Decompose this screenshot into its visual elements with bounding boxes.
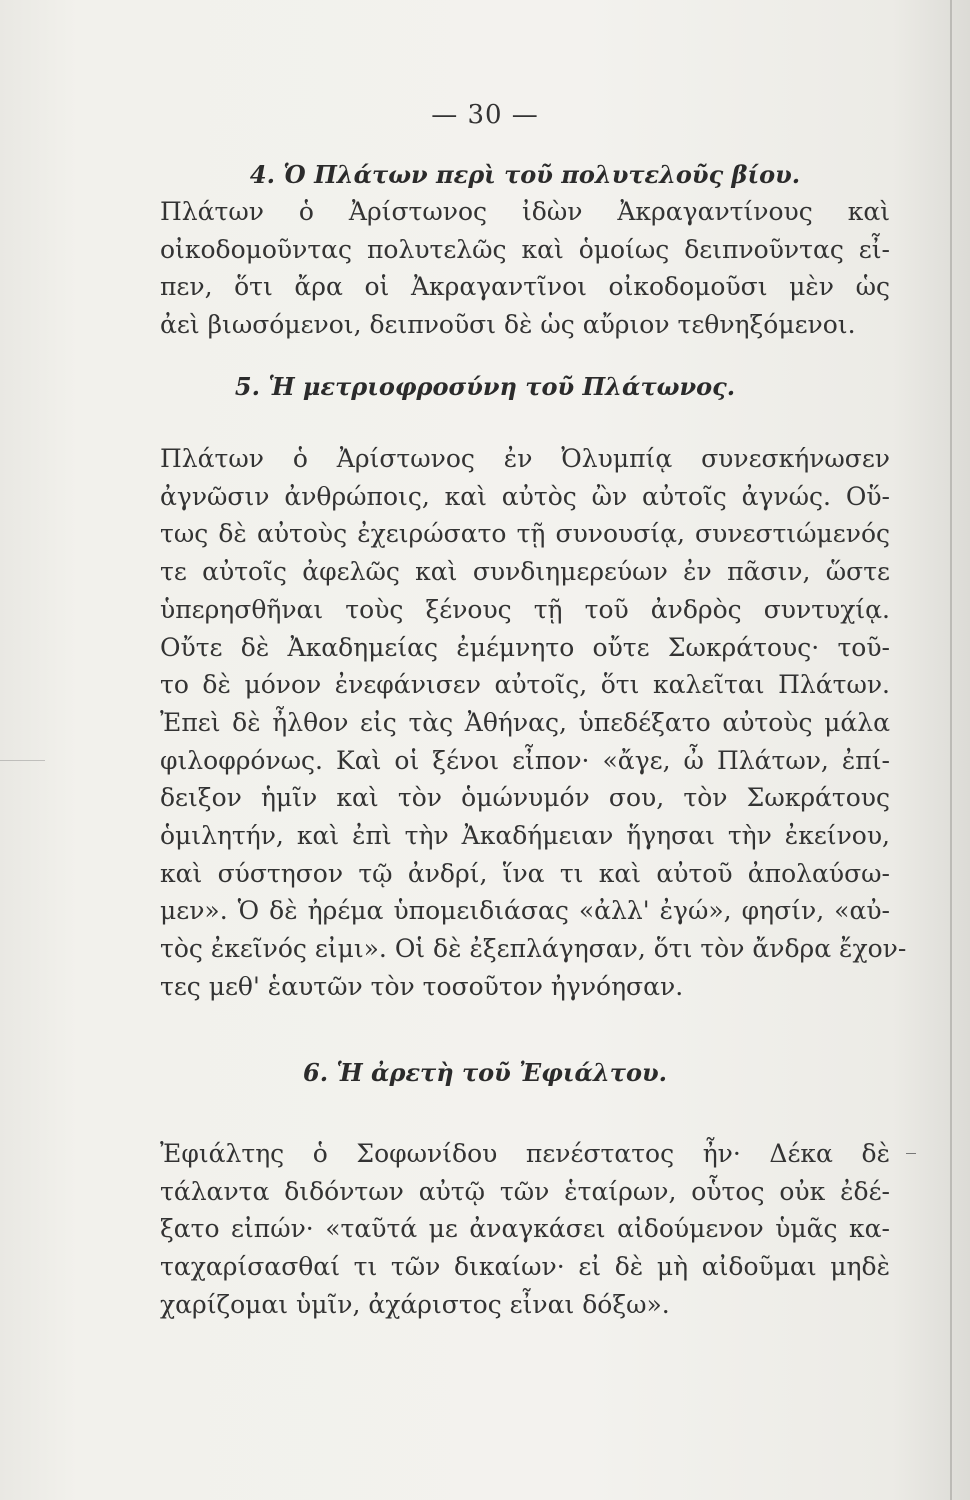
margin-mark: [906, 1153, 916, 1154]
text-line: ὁμιλητήν, καὶ ἐπὶ τὴν Ἀκαδήμειαν ἥγησαι τὴν ἐκείνου,: [160, 821, 890, 851]
section-4-heading: 4. Ὁ Πλάτων περὶ τοῦ πολυτελοῦς βίου.: [249, 160, 801, 189]
text-line: Οὔτε δὲ Ἀκαδημείας ἐμέμνητο οὔτε Σωκράτους· τοῦ-: [160, 632, 890, 662]
text-line: πεν, ὅτι ἄρα οἱ Ἀκραγαντῖνοι οἰκοδομοῦσι μὲν ὡς: [160, 272, 890, 302]
text-line: οἰκοδομοῦντας πολυτελῶς καὶ ὁμοίως δειπνοῦντας εἶ-: [160, 234, 890, 264]
text-line: Ἐφιάλτης ὁ Σοφωνίδου πενέστατος ἦν· Δέκα δὲ: [160, 1139, 890, 1168]
text-line: ὑπερησθῆναι τοὺς ξένους τῇ τοῦ ἀνδρὸς συντυχίᾳ.: [160, 594, 890, 624]
page-edge-shadow: [950, 0, 952, 1500]
page-number: — 30 —: [431, 100, 539, 130]
text-line: το δὲ μόνον ἐνεφάνισεν αὐτοῖς, ὅτι καλεῖται Πλάτων.: [160, 670, 890, 700]
text-line: Ἐπεὶ δὲ ἦλθον εἰς τὰς Ἀθήνας, ὑπεδέξατο αὐτοὺς μάλα: [160, 707, 890, 737]
section-6-paragraph: [160, 1135, 890, 1324]
text-line: ἀγνῶσιν ἀνθρώποις, καὶ αὐτὸς ὢν αὐτοῖς ἀγνώς. Οὕ-: [160, 481, 890, 511]
section-5-paragraph: [160, 440, 907, 1006]
text-line: καὶ σύστησον τῷ ἀνδρί, ἵνα τι καὶ αὐτοῦ ἀπολαύσω-: [160, 858, 890, 888]
text-line: χαρίζομαι ὑμῖν, ἀχάριστος εἶναι δόξω».: [160, 1289, 670, 1319]
text-line: Πλάτων ὁ Ἀρίστωνος ἐν Ὀλυμπίᾳ συνεσκήνωσεν: [160, 444, 890, 473]
margin-line: [0, 760, 45, 761]
text-line: δειξον ἡμῖν καὶ τὸν ὁμώνυμόν σου, τὸν Σωκράτους: [160, 783, 890, 813]
text-line: τες μεθ' ἑαυτῶν τὸν τοσοῦτον ἠγνόησαν.: [160, 971, 684, 1001]
text-line: ταχαρίσασθαί τι τῶν δικαίων· εἰ δὲ μὴ αἰδοῦμαι μηδὲ: [160, 1252, 890, 1282]
text-line: Πλάτων ὁ Ἀρίστωνος ἰδὼν Ἀκραγαντίνους καὶ: [160, 197, 890, 226]
section-5-heading: 5. Ἡ μετριοφροσύνη τοῦ Πλάτωνος.: [234, 372, 736, 401]
text-line: φιλοφρόνως. Καὶ οἱ ξένοι εἶπον· «ἄγε, ὦ Πλάτων, ἐπί-: [160, 745, 890, 775]
text-line: μεν». Ὁ δὲ ἠρέμα ὑπομειδιάσας «ἀλλ' ἐγώ», φησίν, «αὐ-: [160, 896, 890, 926]
text-line: τε αὐτοῖς ἀφελῶς καὶ συνδιημερεύων ἐν πᾶσιν, ὥστε: [160, 557, 890, 587]
section-6-heading: 6. Ἡ ἀρετὴ τοῦ Ἐφιάλτου.: [303, 1058, 667, 1087]
section-4-paragraph: [160, 193, 890, 344]
text-line: ξατο εἰπών· «ταῦτά με ἀναγκάσει αἰδούμενον ὑμᾶς κα-: [160, 1214, 890, 1244]
text-line: τως δὲ αὐτοὺς ἐχειρώσατο τῇ συνουσίᾳ, συνεστιώμενός: [160, 519, 890, 549]
text-line: τὸς ἐκεῖνός εἰμι». Οἱ δὲ ἐξεπλάγησαν, ὅτι τὸν ἄνδρα ἔχον-: [160, 934, 907, 964]
text-line: τάλαντα διδόντων αὐτῷ τῶν ἑταίρων, οὗτος οὐκ ἐδέ-: [160, 1176, 890, 1206]
text-line: ἀεὶ βιωσόμενοι, δειπνοῦσι δὲ ὡς αὔριον τεθνηξόμενοι.: [160, 310, 856, 340]
